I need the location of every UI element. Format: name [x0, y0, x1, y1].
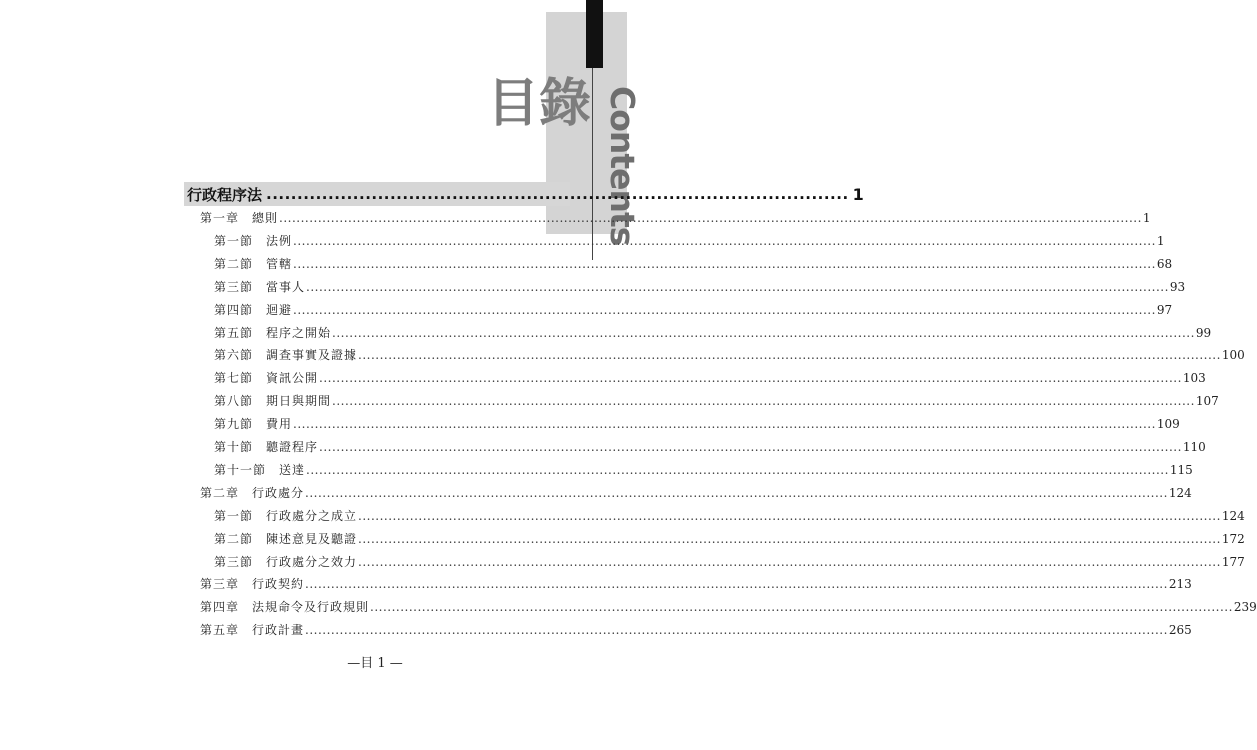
toc-leader-dots: ........................................................................................................................................................................................................ [293, 234, 1156, 248]
toc-leader-dots: .............................................................................................. [266, 185, 849, 203]
toc-entry-label: 第八節 期日與期間 [214, 394, 332, 408]
toc-leader-dots: ........................................................................................................................................................................................................ [293, 417, 1156, 431]
toc-entry-page: 177 [1221, 555, 1245, 569]
toc-main-entry-label: 行政程序法 [187, 185, 263, 204]
toc-entry[interactable] [214, 531, 1245, 547]
toc-leader-dots: ........................................................................................................................................................................................................ [370, 600, 1233, 614]
toc-leader-dots: ........................................................................................................................................................................................................ [358, 348, 1221, 362]
toc-entry-label: 第十節 聽證程序 [214, 440, 319, 454]
toc-leader-dots: ........................................................................................................................................................................................................ [305, 623, 1168, 637]
toc-leader-dots: ........................................................................................................................................................................................................ [305, 486, 1168, 500]
toc-main-entry[interactable] [184, 182, 864, 206]
toc-entry-page: 100 [1221, 348, 1245, 362]
toc-entry[interactable] [214, 439, 1206, 455]
toc-entry[interactable] [200, 485, 1192, 501]
toc-entry[interactable] [214, 347, 1245, 363]
toc-entry[interactable] [200, 210, 1151, 226]
toc-entry[interactable] [214, 325, 1212, 341]
toc-leader-dots: ........................................................................................................................................................................................................ [305, 577, 1168, 591]
toc-entry-label: 第三章 行政契約 [200, 577, 305, 591]
toc-entry[interactable] [214, 554, 1245, 570]
toc-entry-page: 68 [1156, 257, 1173, 271]
toc-entry-label: 第二章 行政處分 [200, 486, 305, 500]
toc-leader-dots: ........................................................................................................................................................................................................ [319, 440, 1182, 454]
header-vertical-rule [592, 68, 593, 260]
toc-entry-label: 第五章 行政計畫 [200, 623, 305, 637]
toc-entry[interactable] [214, 256, 1173, 272]
toc-entry[interactable] [200, 576, 1192, 592]
toc-leader-dots: ........................................................................................................................................................................................................ [332, 394, 1195, 408]
page-number-footer: —目 1 — [347, 656, 403, 671]
page-title: 目錄 [487, 74, 592, 134]
toc-leader-dots: ........................................................................................................................................................................................................ [279, 211, 1142, 225]
toc-leader-dots: ........................................................................................................................................................................................................ [293, 303, 1156, 317]
toc-entry-label: 第四節 迴避 [214, 303, 293, 317]
toc-entry-page: 99 [1195, 326, 1212, 340]
toc-entry-page: 124 [1221, 509, 1245, 523]
toc-entry[interactable] [214, 370, 1206, 386]
toc-entry-label: 第一章 總則 [200, 211, 279, 225]
toc-leader-dots: ........................................................................................................................................................................................................ [358, 509, 1221, 523]
toc-entry[interactable] [214, 279, 1186, 295]
toc-leader-dots: ........................................................................................................................................................................................................ [319, 371, 1182, 385]
toc-leader-dots: ........................................................................................................................................................................................................ [332, 326, 1195, 340]
toc-entry-page: 115 [1169, 463, 1193, 477]
toc-entry-label: 第七節 資訊公開 [214, 371, 319, 385]
toc-entry-label: 第三節 行政處分之效力 [214, 555, 358, 569]
toc-leader-dots: ........................................................................................................................................................................................................ [293, 257, 1156, 271]
toc-entry[interactable] [214, 393, 1219, 409]
toc-entry[interactable] [200, 622, 1192, 638]
toc-entry-label: 第五節 程序之開始 [214, 326, 332, 340]
toc-entry-label: 第一節 行政處分之成立 [214, 509, 358, 523]
toc-leader-dots: ........................................................................................................................................................................................................ [306, 463, 1169, 477]
toc-entry-page: 1 [1156, 234, 1165, 248]
toc-entry[interactable] [214, 462, 1193, 478]
toc-entry-label: 第九節 費用 [214, 417, 293, 431]
toc-leader-dots: ........................................................................................................................................................................................................ [358, 555, 1221, 569]
toc-leader-dots: ........................................................................................................................................................................................................ [306, 280, 1169, 294]
toc-entry-page: 172 [1221, 532, 1245, 546]
toc-entry-label: 第二節 陳述意見及聽證 [214, 532, 358, 546]
toc-entry-label: 第三節 當事人 [214, 280, 306, 294]
toc-entry-page: 93 [1169, 280, 1186, 294]
header-black-bar [586, 0, 603, 68]
toc-entry[interactable] [214, 233, 1165, 249]
toc-entry[interactable] [214, 302, 1173, 318]
side-title-contents: Contents [603, 86, 642, 246]
toc-entry-page: 109 [1156, 417, 1180, 431]
toc-leader-dots: ........................................................................................................................................................................................................ [358, 532, 1221, 546]
toc-entry[interactable] [214, 416, 1180, 432]
toc-entry[interactable] [200, 599, 1257, 615]
toc-entry-label: 第十一節 送達 [214, 463, 306, 477]
toc-entry-label: 第六節 調查事實及證據 [214, 348, 358, 362]
toc-entry-page: 265 [1168, 623, 1192, 637]
toc-entry-page: 124 [1168, 486, 1192, 500]
toc-entry-page: 239 [1233, 600, 1257, 614]
toc-entry[interactable] [214, 508, 1245, 524]
toc-entry-page: 103 [1182, 371, 1206, 385]
toc-entry-page: 213 [1168, 577, 1192, 591]
toc-entry-label: 第一節 法例 [214, 234, 293, 248]
toc-entry-page: 110 [1182, 440, 1206, 454]
toc-entry-page: 97 [1156, 303, 1173, 317]
toc-entry-label: 第四章 法規命令及行政規則 [200, 600, 370, 614]
toc-entry-page: 107 [1195, 394, 1219, 408]
toc-entry-page: 1 [1142, 211, 1151, 225]
toc-main-entry-page: 1 [852, 184, 864, 204]
toc-entry-label: 第二節 管轄 [214, 257, 293, 271]
